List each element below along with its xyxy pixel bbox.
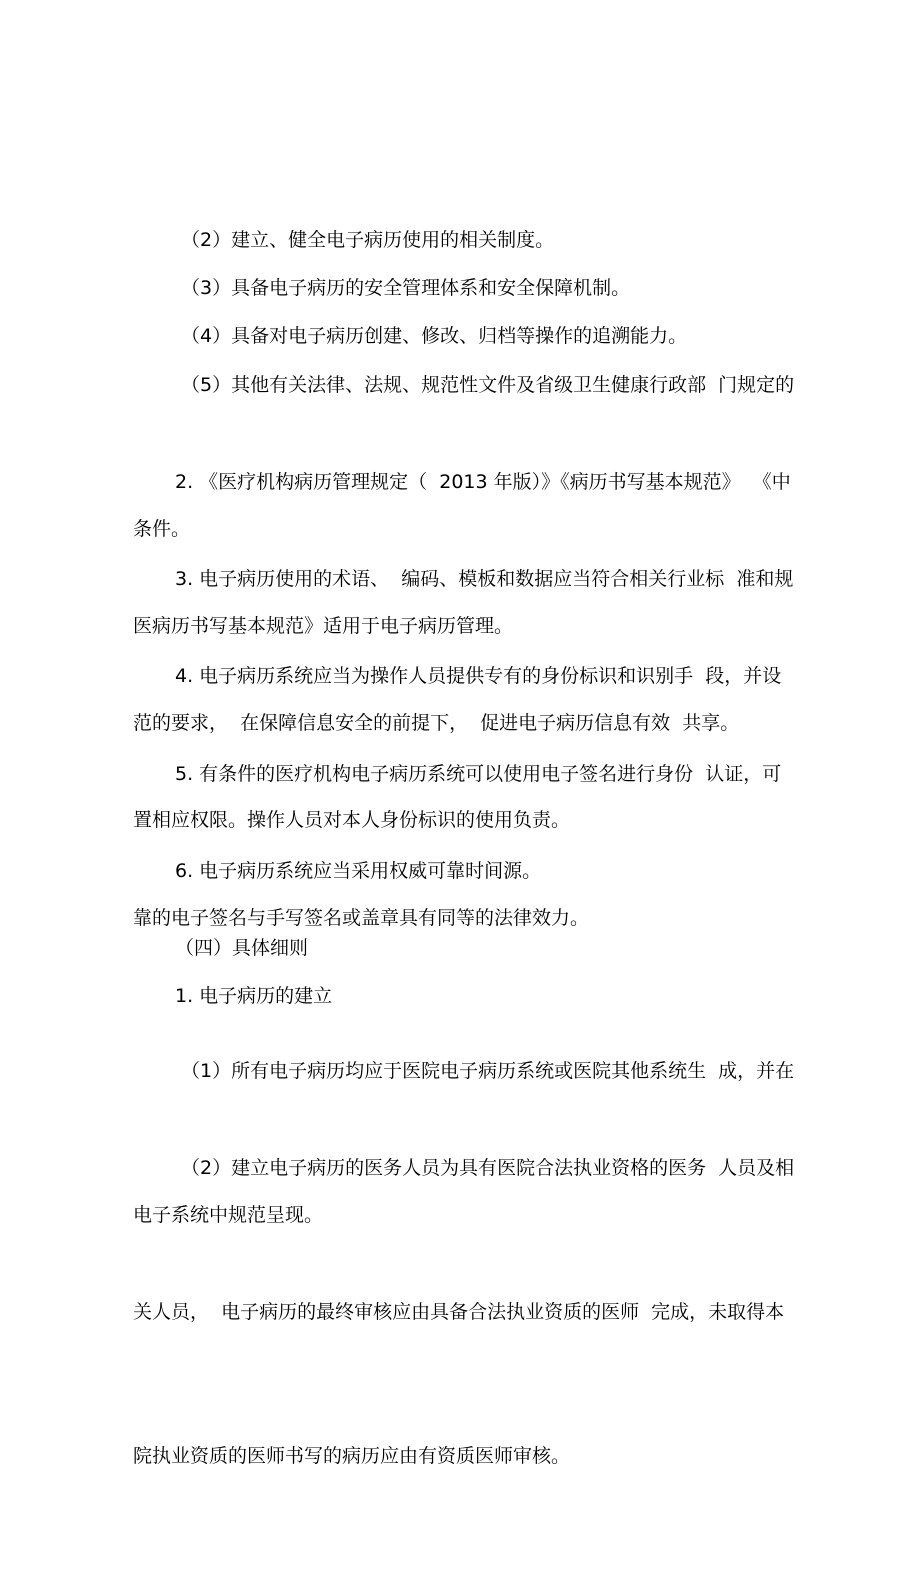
text-line: 院执业资质的医师书写的病历应由有资质医师审核。 [133, 1445, 571, 1467]
text-line: 靠的电子签名与手写签名或盖章具有同等的法律效力。 [133, 907, 590, 929]
text-line: 1. 电子病历的建立 [175, 985, 333, 1007]
text-line: 5. 有条件的医疗机构电子病历系统可以使用电子签名进行身份 认证，可 [175, 763, 782, 785]
text-line: 4. 电子病历系统应当为操作人员提供专有的身份标识和识别手 段，并设 [175, 665, 782, 687]
text-line: 6. 电子病历系统应当采用权威可靠时间源。 [175, 860, 542, 882]
text-line: （3）具备电子病历的安全管理体系和安全保障机制。 [181, 277, 631, 299]
text-line: （四）具体细则 [175, 937, 309, 959]
text-line: 3. 电子病历使用的术语、 编码、模板和数据应当符合相关行业标 准和规 [175, 568, 794, 590]
text-line: 医病历书写基本规范》适用于电子病历管理。 [133, 615, 514, 637]
text-line: 条件。 [133, 518, 191, 540]
text-line: （2）建立、健全电子病历使用的相关制度。 [181, 229, 555, 251]
text-line: （2）建立电子病历的医务人员为具有医院合法执业资格的医务 人员及相 [181, 1157, 795, 1179]
text-line: 2. 《医疗机构病历管理规定（ 2013 年版）》《病历书写基本规范》 《中 [175, 471, 791, 493]
text-line: （1）所有电子病历均应于医院电子病历系统或医院其他系统生 成，并在 [181, 1060, 795, 1082]
paragraph-rule-2 [133, 1048, 794, 1576]
text-line: （5）其他有关法律、法规、规范性文件及省级卫生健康行政部 门规定的 [181, 374, 795, 396]
text-line: 置相应权限。操作人员对本人身份标识的使用负责。 [133, 809, 571, 831]
text-line: 电子系统中规范呈现。 [133, 1204, 324, 1226]
text-line: 范的要求， 在保障信息安全的前提下， 促进电子病历信息有效 共享。 [133, 712, 740, 734]
text-line: 关人员， 电子病历的最终审核应由具备合法执业资质的医师 完成，未取得本 [133, 1301, 785, 1323]
text-line: （4）具备对电子病历创建、修改、归档等操作的追溯能力。 [181, 325, 688, 347]
